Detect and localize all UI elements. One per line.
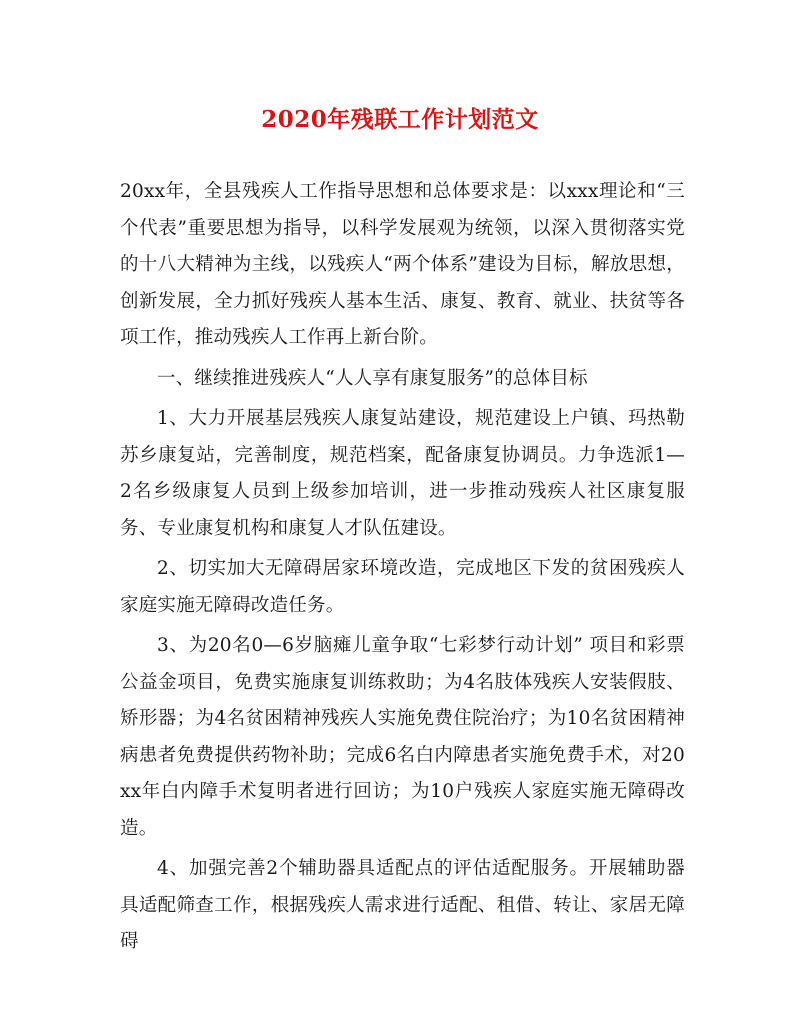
paragraph-item-2: 2、切实加大无障碍居家环境改造，完成地区下发的贫困残疾人家庭实施无障碍改造任务。 — [120, 558, 685, 616]
document-title: 2020年残联工作计划范文 — [261, 106, 539, 133]
paragraph-intro: 20xx年，全县残疾人工作指导思想和总体要求是：以xxx理论和“三个代表”重要思想为指导，以科学发展观为统领，以深入贯彻落实党的十八大精神为主线，以残疾人“两个体系”建设为目标，解放思想，创新发展，全力抓好残疾人基本生活、康复、教育、就业、扶贫等各项工作，推动残疾人工作再上新台阶。 — [120, 181, 685, 348]
paragraph-item-3: 3、为20名0—6岁脑瘫儿童争取“七彩梦行动计划” 项目和彩票公益金项目，免费实施康复训练救助；为4名肢体残疾人安装假肢、矫形器；为4名贫困精神残疾人实施免费住院治疗；为10名贫困精神病患者免费提供药物补助；完成6名白内障患者实施免费手术，对20xx年白内障手术复明者进行回访；为10户残疾人家庭实施无障碍改造。 — [120, 635, 685, 839]
section-heading-1: 一、继续推进残疾人“人人享有康复服务”的总体目标 — [157, 367, 588, 389]
document-body — [120, 174, 685, 961]
paragraph-item-4: 4、加强完善2个辅助器具适配点的评估适配服务。开展辅助器具适配筛查工作，根据残疾人需求进行适配、租借、转让、家居无障碍 — [120, 858, 685, 952]
paragraph-item-1: 1、大力开展基层残疾人康复站建设，规范建设上户镇、玛热勒苏乡康复站，完善制度，规范档案，配备康复协调员。力争选派1—2名乡级康复人员到上级参加培训，进一步推动残疾人社区康复服务、专业康复机构和康复人才队伍建设。 — [120, 408, 685, 539]
